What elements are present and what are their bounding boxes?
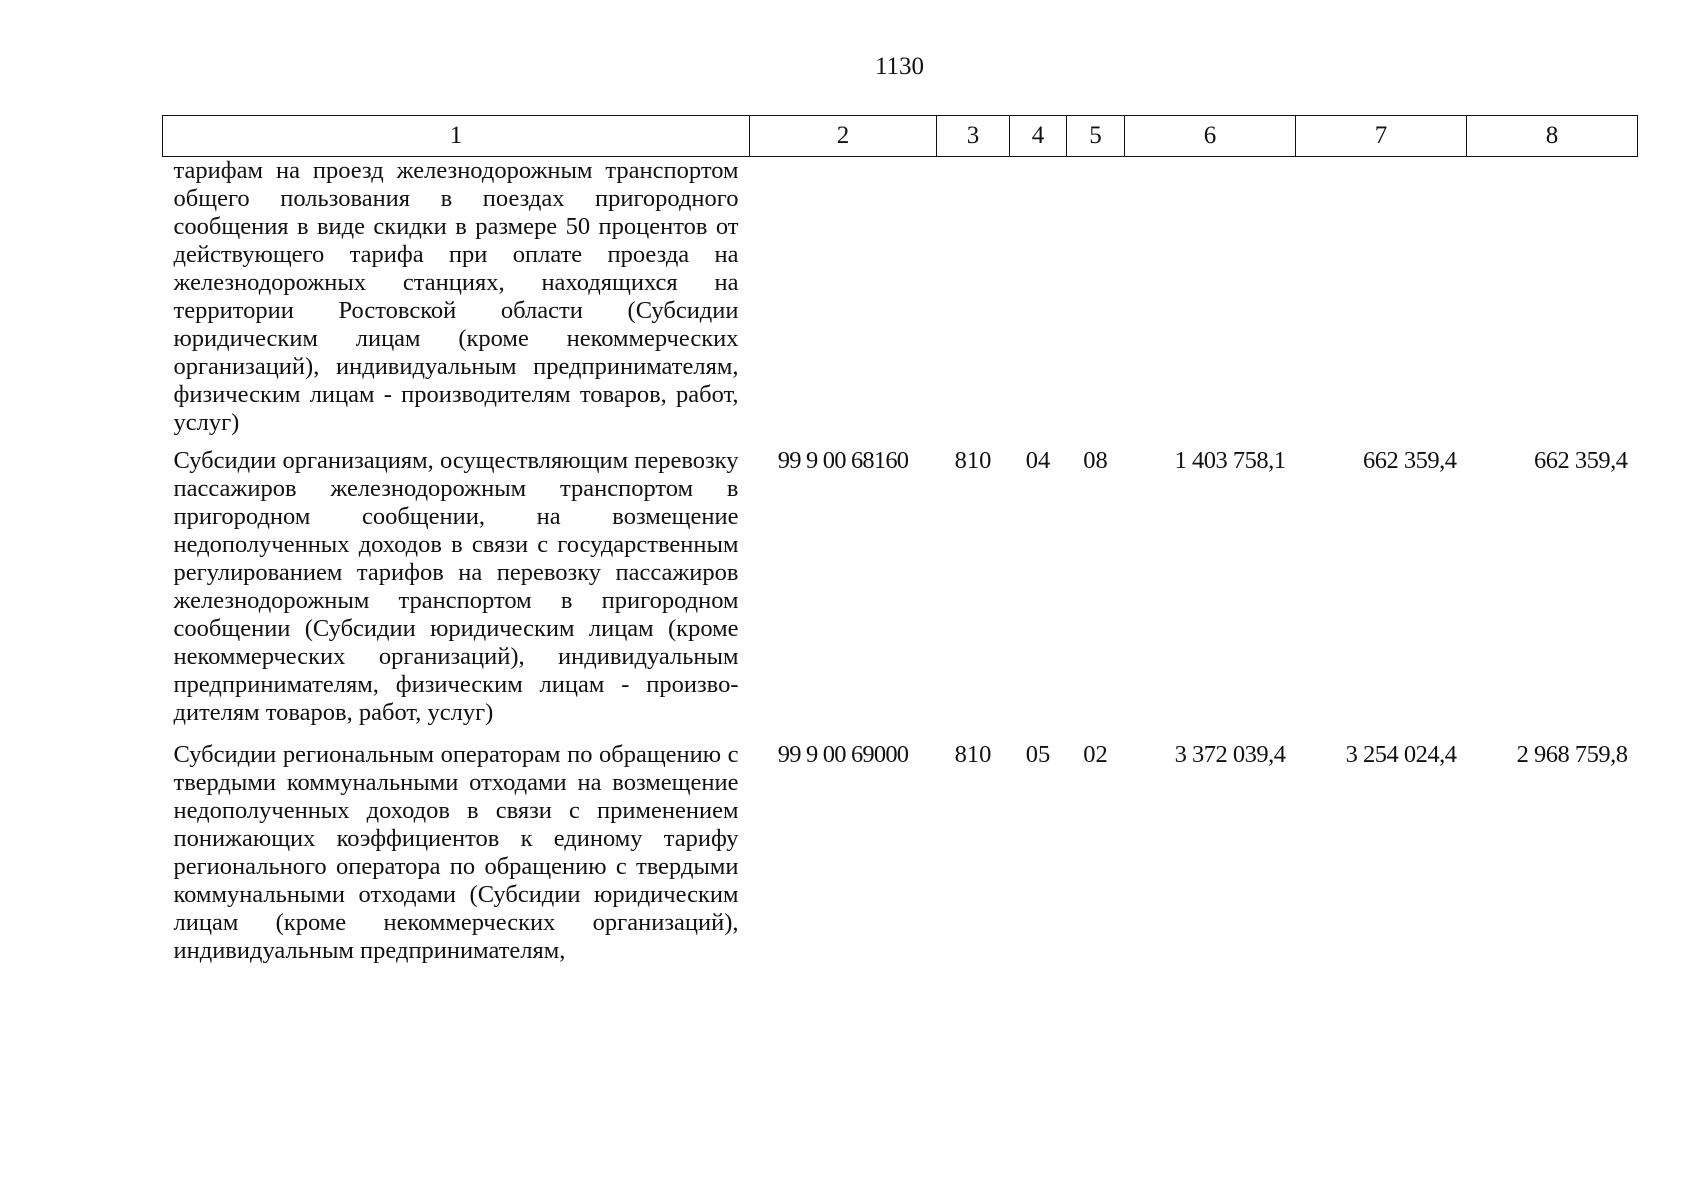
table-row: [163, 447, 1638, 741]
row-subsection: 02: [1083, 741, 1108, 768]
row-expense-type: 810: [954, 447, 992, 474]
row-amount-col6: 1 403 758,1: [1174, 447, 1286, 474]
row-amount-col7: 662 359,4: [1363, 447, 1457, 474]
row-expense-type: [937, 157, 1010, 448]
column-header-5: 5: [1067, 116, 1125, 157]
column-header-8: 8: [1467, 116, 1638, 157]
row-section: 04: [1025, 447, 1051, 474]
column-header-7: 7: [1296, 116, 1467, 157]
row-amount-col8: 662 359,4: [1534, 447, 1628, 474]
row-amount-col7: 3 254 024,4: [1345, 741, 1457, 768]
page-number: 1130: [874, 53, 925, 80]
column-header-6: 6: [1125, 116, 1296, 157]
row-amount-col8: [1467, 157, 1638, 448]
row-target-code: [750, 157, 937, 448]
row-subsection: [1067, 157, 1125, 448]
table-row: [163, 157, 1638, 448]
row-section: 05: [1025, 741, 1051, 768]
column-header-2: 2: [750, 116, 937, 157]
row-amount-col7: [1296, 157, 1467, 448]
row-description: тарифам на проезд железнодорожным транспортом общего пользования в поездах пригородного сообщения в виде скидки в размере 50 процентов от действующего тарифа при оплате проезда на железнодорожных станциях, находящихся на территории Ростовской области (Субсидии юридическим лицам (кроме некоммерческих организаций), индивидуальным предпринимателям, физическим лицам - производителям товаров, работ, услуг): [173, 157, 739, 436]
row-amount-col6: [1125, 157, 1296, 448]
column-header-1: 1: [163, 116, 750, 157]
row-amount-col6: 3 372 039,4: [1174, 741, 1286, 768]
row-target-code: 99 9 00 68160: [777, 447, 909, 474]
row-section: [1010, 157, 1067, 448]
table-header-row: [163, 116, 1638, 157]
row-description: Субсидии организациям, осуществляющим перевозку пассажиров железнодорожным транспортом в пригородном сообщении, на возмещение недополученных доходов в связи с государственным регулированием тарифов на перевозку пассажиров железнодорожным транспортом в пригородном сообщении (Субсидии юридическим лицам (кроме некоммерческих организаций), индивидуальным предпринимателям, физическим лицам - производителям товаров, работ, услуг): [173, 447, 739, 726]
row-target-code: 99 9 00 69000: [777, 741, 909, 768]
row-description: Субсидии региональным операторам по обращению с твердыми коммунальными отходами на возмещение недополученных доходов в связи с применением понижающих коэффициентов к единому тарифу регионального оператора по обращению с твердыми коммунальными отходами (Субсидии юридическим лицам (кроме некоммерческих организаций), индивидуальным предпринимателям,: [173, 741, 739, 964]
budget-table: [162, 115, 1638, 965]
row-subsection: 08: [1083, 447, 1108, 474]
row-expense-type: 810: [954, 741, 992, 768]
column-header-4: 4: [1010, 116, 1067, 157]
table-row: [163, 741, 1638, 965]
row-amount-col8: 2 968 759,8: [1516, 741, 1628, 768]
column-header-3: 3: [937, 116, 1010, 157]
